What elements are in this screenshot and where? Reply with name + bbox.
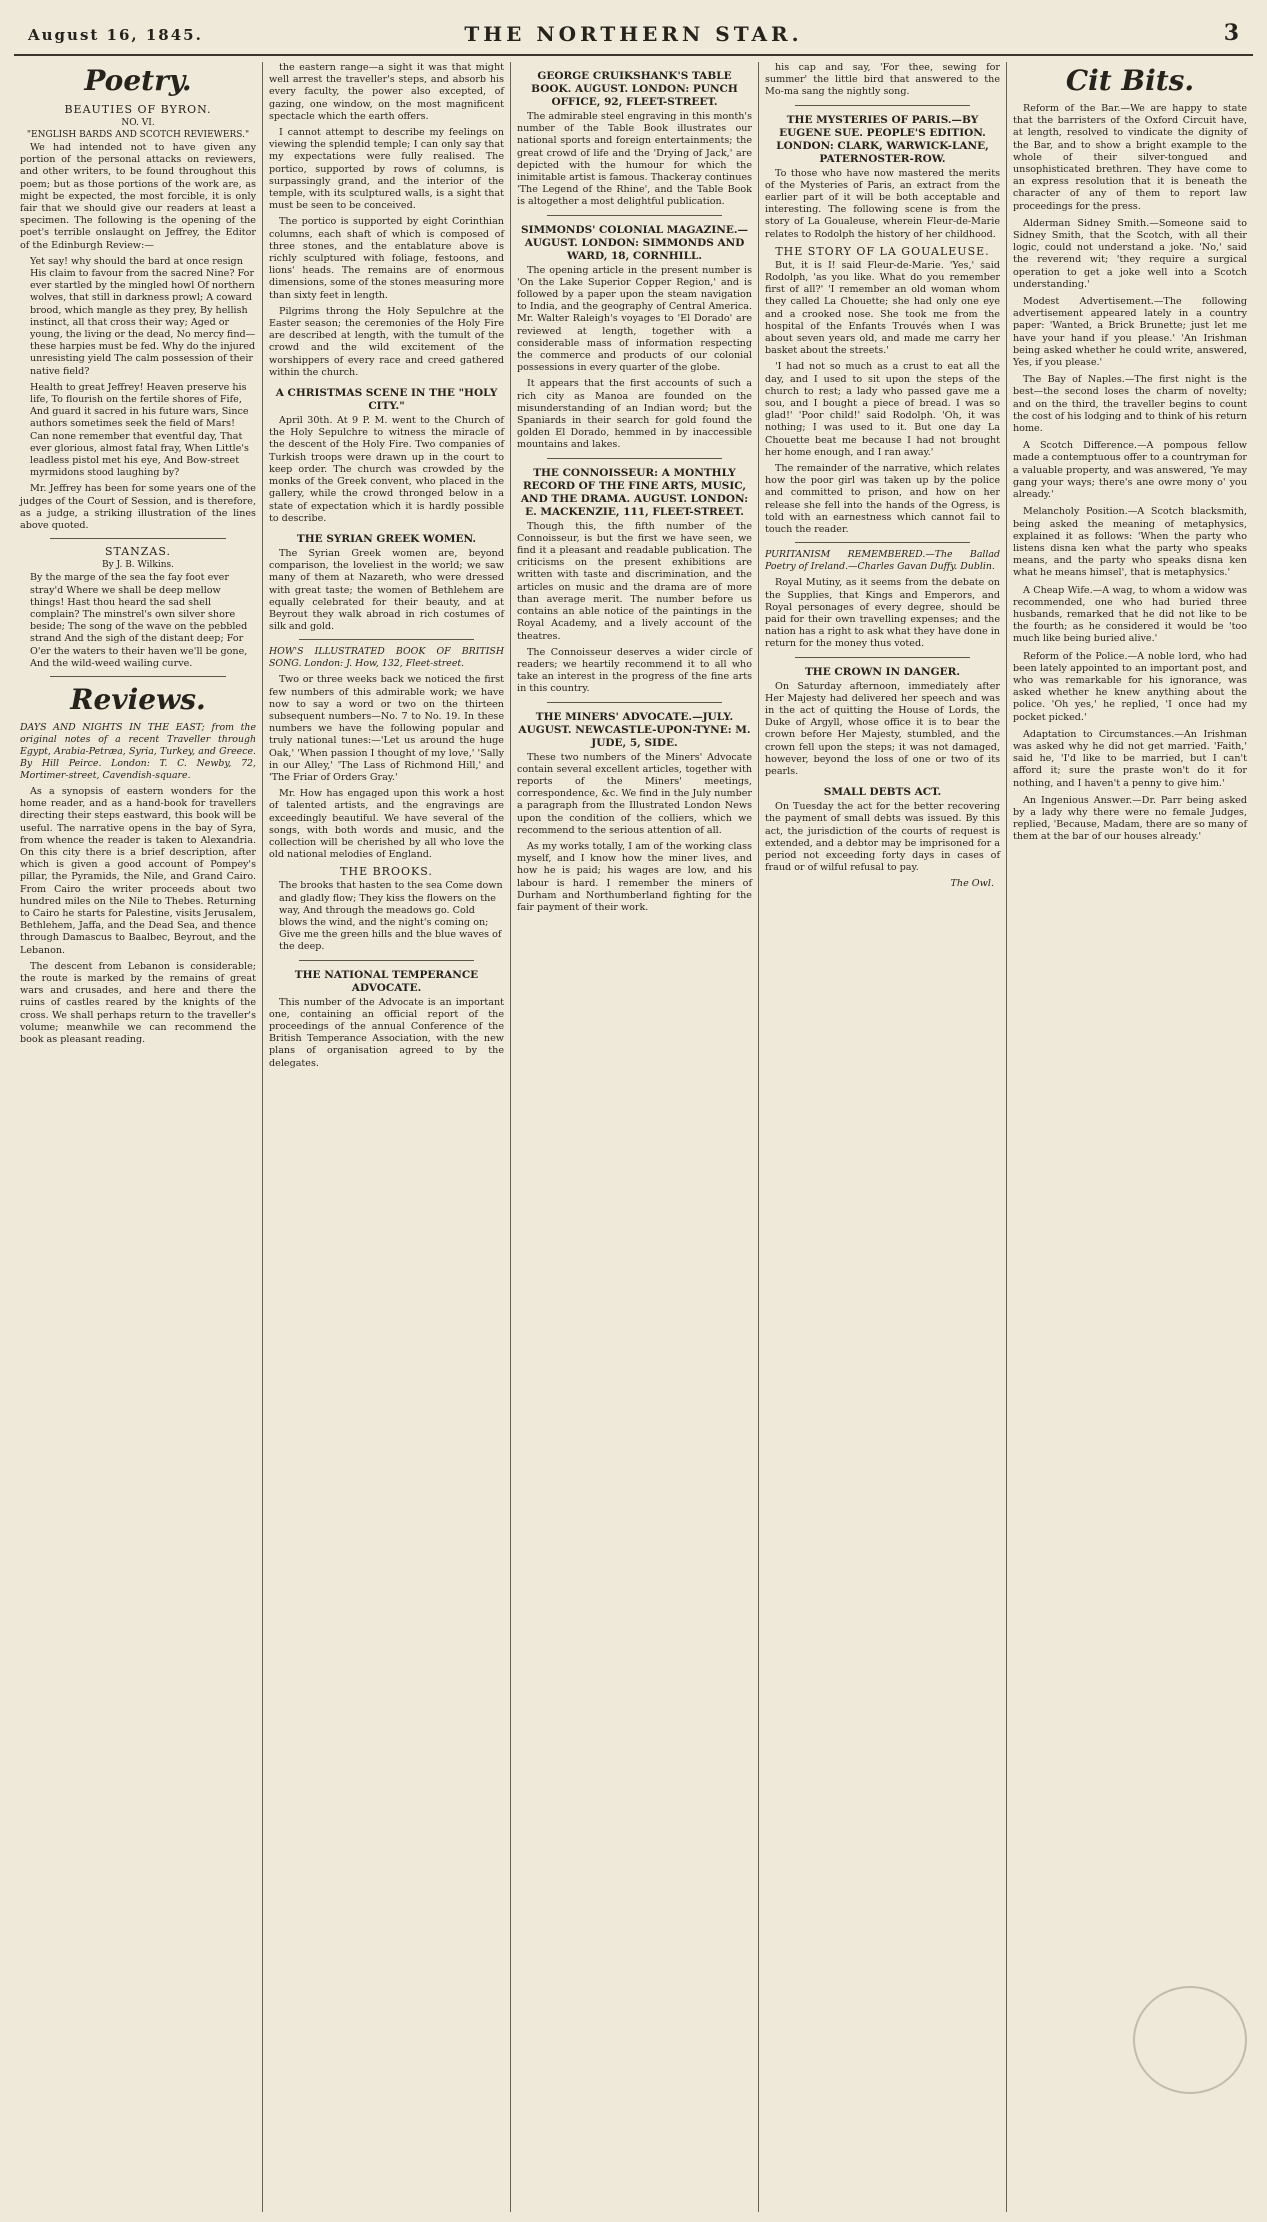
tit-bit-item: An Ingenious Answer.—Dr. Parr being asked by a lady why there were no female Judges, replied, 'Because, Madam, there are so many of them at the bar of our houses already.': [1013, 794, 1247, 843]
article-text: The Syrian Greek women are, beyond comparison, the loveliest in the world; we saw many of them at Nazareth, who were dressed with great taste; the women of Bethlehem are equally celebrated for their beauty, and at Beyrout they walk abroad in rich costumes of silk and gold.: [269, 547, 504, 633]
library-stamp: [1133, 1986, 1247, 2094]
divider: [299, 639, 474, 640]
divider: [299, 960, 474, 961]
poetry-intro: We had intended not to have given any portion of the personal attacks on reviewers, and other writers, to be found throughout this poem; but as those portions of the work are, as might be expected, the most forcible, it is only fair that we should give our readers at least a specimen. The following is the opening of the poet's terrible onslaught on Jeffrey, the Editor of the Edinburgh Review:—: [20, 142, 256, 251]
review-quote: As my works totally, I am of the working class myself, and I know how the miner lives, and how he is paid; his wages are low, and his labour is hard. I remember the miners of Durham and Northumberland fighting for the fair payment of their work.: [517, 840, 752, 913]
masthead: [14, 10, 1253, 56]
page-number: 3: [1223, 20, 1239, 46]
article-text: On Saturday afternoon, immediately after Her Majesty had delivered her speech and was in the act of quitting the House of Lords, the Duke of Argyll, whose office it is to bear the crown before Her Majesty, stumbled, and the crown fell upon the steps; it was not damaged, however, beyond the loss of one or two of its pearls.: [765, 680, 1000, 777]
review-body: The admirable steel engraving in this month's number of the Table Book illustrates our national sports and foreign entertainments; the great crowd of life and the 'Drying of Jack,' are depicted with the humour for which the inimitable artist is famous. Thackeray continues 'The Legend of the Rhine', and the Table Book is altogether a most delightful publication.: [517, 111, 752, 208]
divider: [50, 538, 226, 539]
review-body: Though this, the fifth number of the Connoisseur, is but the first we have seen, we find it a pleasant and readable publication. The criticisms on the present exhibitions are written with taste and discrimination, and the articles on music and the drama are of more than average merit. The number before us contains an able notice of the paintings in the Royal Academy, and a lively account of the theatres.: [517, 520, 752, 642]
tit-bit-item: A Scotch Difference.—A pompous fellow made a contemptuous offer to a countryman for a valuable property, and was answered, 'Ye may gang your ways; there's ane owre mony o' you already.': [1013, 440, 1247, 501]
divider: [547, 702, 722, 703]
reviews-heading: Reviews.: [70, 682, 206, 716]
song-title: THE BROOKS.: [340, 865, 433, 879]
article-heading: THE CROWN IN DANGER.: [804, 665, 961, 678]
story-title: THE STORY OF LA GOUALEUSE.: [775, 244, 990, 258]
stanzas-verse: By the marge of the sea the fay foot ever stray'd Where we shall be deep mellow things! Hast thou heard the sad shell complain? The minstrel's own silver shore beside; The song of the wave on the pebbled strand And the sigh of the distant deep; For O'er the waters to their haven we'll be gone, And the wild-weed wailing curve.: [30, 572, 248, 669]
poem-number: NO. VI.: [121, 118, 155, 128]
review-body: Mr. How has engaged upon this work a host of talented artists, and the engravings are exceedingly beautiful. We have several of the songs, with both words and music, and the collection will be cherished by all who love the old national melodies of England.: [269, 788, 504, 861]
article-text: his cap and say, 'For thee, sewing for summer' the little bird that answered to the Mo-ma sang the nightly song.: [765, 62, 1000, 98]
verse: Yet say! why should the bard at once resign His claim to favour from the sacred Nine? For ever startled by the mingled howl Of northern wolves, that still in darkness prowl; A coward brood, which mangle as they prey, By hellish instinct, all that cross their way; Aged or young, the living or the dead, No mercy find—these harpies must be fed. Why do the injured unresisting yield The calm possession of their native field?: [30, 255, 256, 377]
poem-title: BEAUTIES OF BYRON.: [64, 103, 212, 116]
review-body: The Connoisseur deserves a wider circle of readers; we heartily recommend it to all who take an interest in the progress of the fine arts in this country.: [517, 646, 752, 695]
review-heading: PURITANISM REMEMBERED.—The Ballad Poetry of Ireland.—Charles Gavan Duffy. Dublin.: [765, 549, 1000, 573]
tit-bit-item: Modest Advertisement.—The following advertisement appeared lately in a country paper: 'Wanted, a Brick Brunette; just let me have your hand if you please.' 'An Irishman being asked whether he could write, answered, Yes, if you please.': [1013, 296, 1247, 369]
tit-bit-item: Reform of the Police.—A noble lord, who had been lately appointed to an important post, and who was remarkable for his ignorance, was asked whether he knew anything about the police. 'Oh yes,' he replied, 'I once had my pocket picked.': [1013, 650, 1247, 723]
tit-bit-item: Reform of the Bar.—We are happy to state that the barristers of the Oxford Circuit have, at length, resolved to vindicate the dignity of the Bar, and to show a bright example to the whole of their silver-tongued and unsophisticated brethren. They have come to an express resolution that it is beneath the character of any of them to report law proceedings for the press.: [1013, 103, 1247, 212]
newspaper-title: THE NORTHERN STAR.: [464, 22, 803, 46]
tit-bit-item: Adaptation to Circumstances.—An Irishman was asked why he did not get married. 'Faith,' said he, 'I'd like to be married, but I can't afford it; sure the praste won't do it for nothing, and I haven't a penny to give him.': [1013, 728, 1247, 789]
article-text: Pilgrims throng the Holy Sepulchre at the Easter season; the ceremonies of the Holy Fire are described at length, with the tumult of the crowd and the wild excitement of the worshippers of every race and creed gathered within the church.: [269, 305, 504, 378]
article-heading: THE NATIONAL TEMPERANCE ADVOCATE.: [294, 968, 479, 994]
divider: [795, 657, 970, 658]
review-heading: THE CONNOISSEUR: A MONTHLY RECORD OF THE FINE ARTS, MUSIC, AND THE DRAMA. AUGUST. LONDON: E. MACKENZIE, 111, FLEET-STREET.: [520, 466, 749, 518]
article-text: This number of the Advocate is an important one, containing an official report of the proceedings of the annual Conference of the British Temperance Association, with the new plans of organisation agreed to by the delegates.: [269, 996, 504, 1069]
column-2: [262, 62, 510, 2212]
article-text: the eastern range—a sight it was that might well arrest the traveller's steps, and absorb his every faculty, the power also excepted, of gazing, one window, on the most magnificent spectacle which the earth offers.: [269, 62, 504, 122]
tit-bit-item: Alderman Sidney Smith.—Someone said to Sidney Smith, that the Scotch, with all their logic, could not understand a joke. 'No,' said the reverend wit; 'they require a surgical operation to get a joke well into a Scotch understanding.': [1013, 217, 1247, 290]
column-4: [758, 62, 1006, 2212]
review-body: To those who have now mastered the merits of the Mysteries of Paris, an extract from the earlier part of it will be both acceptable and interesting. The following scene is from the story of La Goualeuse, wherein Fleur-de-Marie relates to Rodolph the history of her childhood.: [765, 167, 1000, 240]
tit-bit-item: A Cheap Wife.—A wag, to whom a widow was recommended, one who had buried three husbands, remarked that he did not like to be the fourth; as he considered it would be 'too much like being buried alive.': [1013, 584, 1247, 645]
review-body: Royal Mutiny, as it seems from the debate on the Supplies, that Kings and Emperors, and Royal personages of every degree, should be paid for their own travelling expenses; and the nation has a right to ask what they have done in return for the money thus voted.: [765, 577, 1000, 650]
divider: [547, 458, 722, 459]
column-5: [1006, 62, 1253, 2212]
review-body: Two or three weeks back we noticed the first few numbers of this admirable work; we have now to say a word or two on the thirteen subsequent numbers—No. 7 to No. 19. In these numbers we have the following popular and truly national tunes:—'Let us around the huge Oak,' 'When passion I thought of my love,' 'Sally in our Alley,' 'The Lass of Richmond Hill,' and 'The Friar of Orders Gray.': [269, 674, 504, 783]
review-body: These two numbers of the Miners' Advocate contain several excellent articles, together with reports of the Miners' meetings, correspondence, &c. We find in the July number a paragraph from the Illustrated London News upon the condition of the colliers, which we recommend to the serious attention of all.: [517, 751, 752, 836]
review-body: As a synopsis of eastern wonders for the home reader, and as a hand-book for travellers directing their steps eastward, this book will be useful. The narrative opens in the bay of Syra, from whence the reader is taken to Alexandria. On this city there is a brief description, after which is given a good account of Pompey's pillar, the Pyramids, the Nile, and Grand Cairo. From Cairo the writer proceeds about two hundred miles on the Nile to Thebes. Returning to Cairo he starts for Palestine, visits Jerusalem, Bethlehem, Jaffa, and the Dead Sea, and thence through Damascus to Baalbec, Beyrout, and the Lebanon.: [20, 785, 256, 956]
story-text: The remainder of the narrative, which relates how the poor girl was taken up by the police and committed to prison, and how on her release she fell into the hands of the Ogress, is told with an earnestness which cannot fail to touch the reader.: [765, 463, 1000, 536]
poetry-heading: Poetry.: [84, 64, 192, 97]
divider: [547, 215, 722, 216]
article-text: April 30th. At 9 P. M. went to the Church of the Holy Sepulchre to witness the miracle of the descent of the Holy Fire. Two companies of Turkish troops were drawn up in the court to keep order. The church was crowded by the monks of the Greek convent, who placed in the gallery, while the crowd thronged below in a state of expectation which it is hardly possible to describe.: [269, 415, 504, 524]
article-text: I cannot attempt to describe my feelings on viewing the splendid temple; I can only say that my expectations were fully realised. The portico, supported by rows of columns, is surpassingly grand, and the interior of the temple, with its sculptured walls, is a sight that must be seen to be conceived.: [269, 127, 504, 212]
article-heading: SMALL DEBTS ACT.: [823, 786, 942, 799]
divider: [50, 676, 226, 677]
review-heading: THE MYSTERIES OF PARIS.—BY EUGENE SUE. PEOPLE'S EDITION. LONDON: CLARK, WARWICK-LANE, PATERNOSTER-ROW.: [776, 113, 989, 165]
poem-subtitle: "ENGLISH BARDS AND SCOTCH REVIEWERS.": [26, 130, 250, 140]
article-heading: A CHRISTMAS SCENE IN THE "HOLY CITY.": [275, 387, 498, 413]
article-text: On Tuesday the act for the better recovering the payment of small debts was issued. By this act, the jurisdiction of the courts of request is extended, and a debtor may be imprisoned for a period not exceeding forty days in cases of fraud or of wilful refusal to pay.: [765, 801, 1000, 874]
footer-mark: The Owl.: [950, 878, 994, 890]
article-text: The portico is supported by eight Corinthian columns, each shaft of which is composed of three stones, and the entablature above is richly sculptured with foliage, festoons, and lions' heads. The remains are of enormous dimensions, some of the stones measuring more than sixty feet in length.: [269, 216, 504, 301]
article-heading: THE SYRIAN GREEK WOMEN.: [296, 532, 477, 545]
newspaper-page: [14, 10, 1253, 2212]
column-3: [510, 62, 758, 2212]
stanzas-author: By J. B. Wilkins.: [102, 560, 174, 571]
song-verse: The brooks that hasten to the sea Come down and gladly flow; They kiss the flowers on the way, And through the meadows go. Cold blows the wind, and the night's coming on; Give me the green hills and the blue waves of the deep.: [279, 880, 503, 953]
review-heading: THE MINERS' ADVOCATE.—JULY. AUGUST. NEWCASTLE-UPON-TYNE: M. JUDE, 5, SIDE.: [518, 710, 751, 749]
issue-date: August 16, 1845.: [28, 26, 203, 44]
review-heading: DAYS AND NIGHTS IN THE EAST; from the original notes of a recent Traveller through Egypt, Arabia-Petræa, Syria, Turkey, and Greece. By Hill Peirce. London: T. C. Newby, 72, Mortimer-street, Cavendish-square.: [20, 721, 256, 781]
tit-bits-heading: Cit Bits.: [1065, 64, 1195, 97]
review-body: The descent from Lebanon is considerable; the route is marked by the remains of great wars and crusades, and here and there the ruins of castles reared by the knights of the cross. We shall perhaps return to the traveller's volume; meanwhile we can recommend the book as pleasant reading.: [20, 960, 256, 1045]
review-heading: SIMMONDS' COLONIAL MAGAZINE.—AUGUST. LONDON: SIMMONDS AND WARD, 18, CORNHILL.: [521, 223, 748, 262]
poetry-note: Mr. Jeffrey has been for some years one of the judges of the Court of Session, and is therefore, as a judge, a striking illustration of the lines above quoted.: [20, 483, 256, 532]
story-text: 'I had not so much as a crust to eat all the day, and I used to sit upon the steps of the church to rest; a lady who passed gave me a sou, and I bought a piece of bread. I was so glad!' 'Poor child!' said Rodolph. 'Oh, it was nothing; I was used to it. But one day La Chouette beat me because I had not brought her home enough, and I ran away.': [765, 361, 1000, 458]
review-heading: HOW'S ILLUSTRATED BOOK OF BRITISH SONG. London: J. How, 132, Fleet-street.: [269, 646, 504, 670]
story-text: But, it is I! said Fleur-de-Marie. 'Yes,' said Rodolph, 'as you like. What do you remember first of all?' 'I remember an old woman whom they called La Chouette; she had only one eye and a crooked nose. She took me from the hospital of the Enfants Trouvés when I was about seven years old, and made me carry her basket about the streets.': [765, 259, 1000, 357]
tit-bit-item: Melancholy Position.—A Scotch blacksmith, being asked the meaning of metaphysics, explained it as follows: 'When the party who listens disna ken what the party who speaks means, and the party who speaks disna ken what he means himsel', that is metaphysics.': [1013, 506, 1247, 579]
stanzas-title: STANZAS.: [104, 545, 172, 559]
divider: [795, 105, 970, 106]
column-1: [14, 62, 262, 2212]
verse: Health to great Jeffrey! Heaven preserve his life, To flourish on the fertile shores of Fife, And guard it sacred in his future wars, Since authors sometimes seek the field of Mars! Can none remember that eventful day, That ever glorious, almost fatal fray, When Little's leadless pistol met his eye, And Bow-street myrmidons stood laughing by?: [30, 381, 249, 479]
divider: [795, 542, 970, 543]
review-body: The opening article in the present number is 'On the Lake Superior Copper Region,' and is followed by a paper upon the steam navigation to India, and the geography of Central America. Mr. Walter Raleigh's voyages to 'El Dorado' are reviewed at length, together with a considerable mass of information respecting the commerce and products of our colonial possessions in every quarter of the globe.: [517, 264, 752, 374]
review-heading: GEORGE CRUIKSHANK'S TABLE BOOK. AUGUST. LONDON: PUNCH OFFICE, 92, FLEET-STREET.: [531, 70, 738, 108]
tit-bit-item: The Bay of Naples.—The first night is the best—the second loses the charm of novelty; and on the third, the traveller begins to count the cost of his lodging and to think of his return home.: [1013, 374, 1247, 435]
review-body: It appears that the first accounts of such a rich city as Manoa are founded on the misunderstanding of an Indian word; but the Spaniards in their search for gold found the golden El Dorado, hemmed in by inaccessible mountains and lakes.: [517, 378, 752, 451]
columns: [14, 62, 1253, 2212]
